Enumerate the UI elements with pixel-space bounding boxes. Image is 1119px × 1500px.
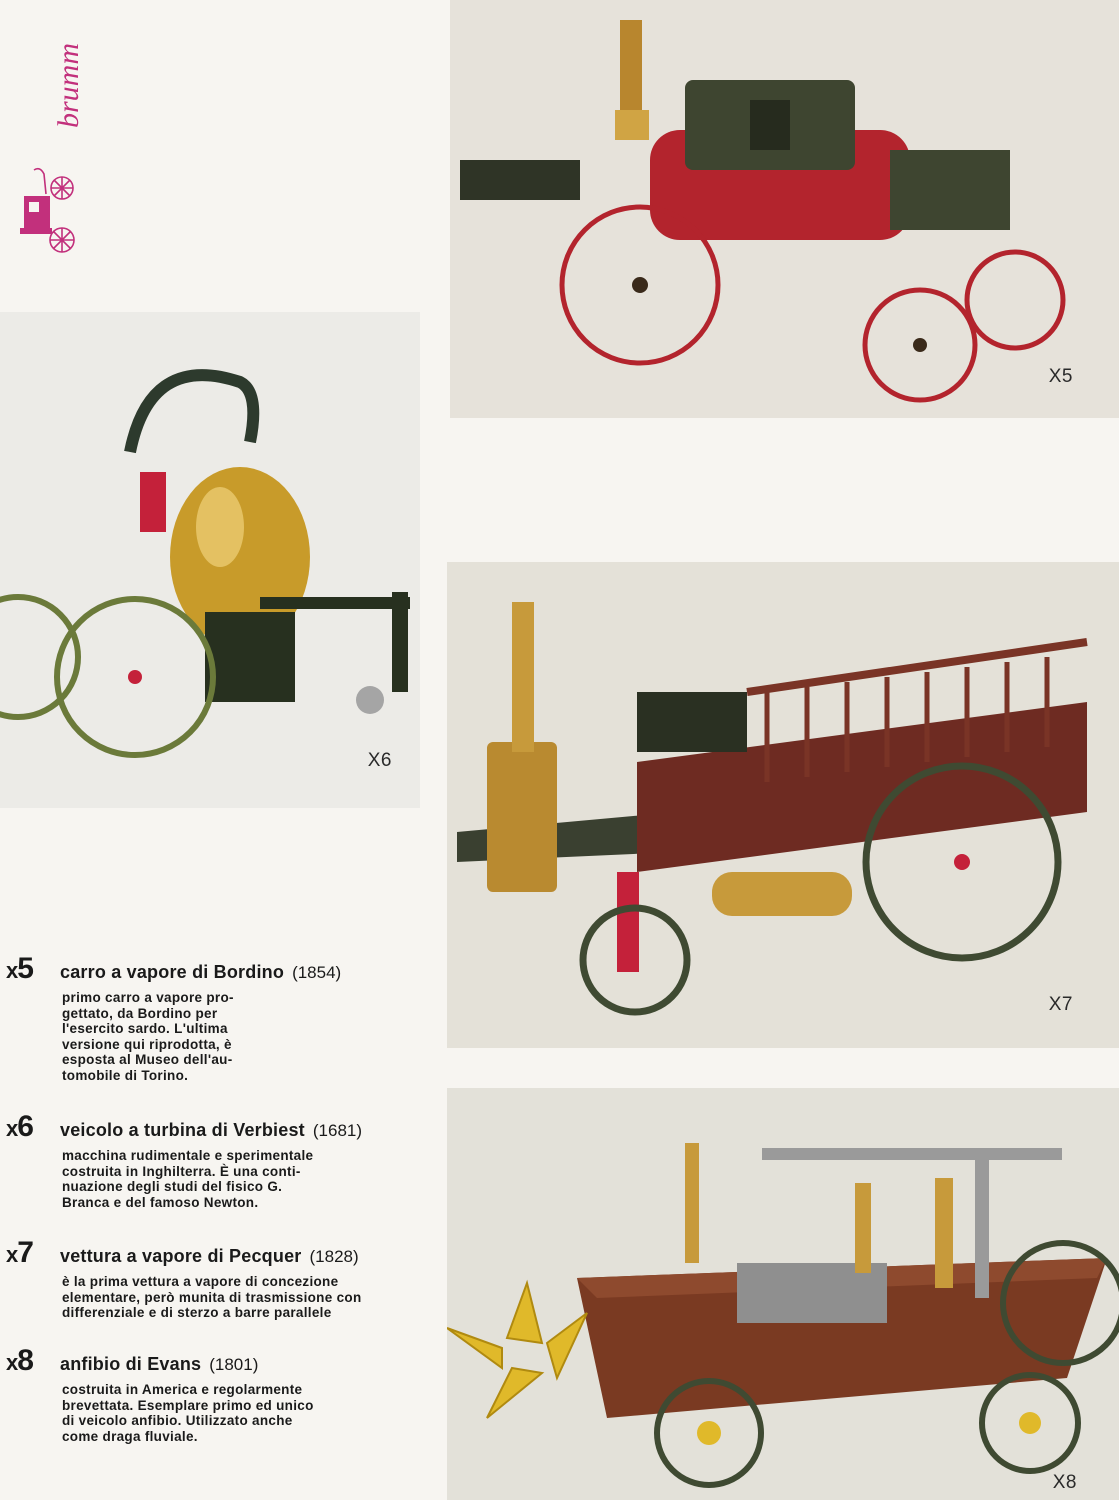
entry-title: veicolo a turbina di Verbiest bbox=[60, 1120, 305, 1140]
entry-title: vettura a vapore di Pecquer bbox=[60, 1246, 302, 1266]
entry-year: (1681) bbox=[312, 1121, 363, 1140]
description-line: costruita in Inghilterra. È una conti- bbox=[62, 1163, 301, 1179]
entry-code bbox=[6, 1344, 60, 1378]
photo-label-x6: X6 bbox=[367, 750, 392, 771]
description-line: come draga fluviale. bbox=[62, 1428, 198, 1444]
entry-code-number: 5 bbox=[17, 952, 33, 985]
photo-x7-pecquer-steam-car bbox=[447, 562, 1119, 1048]
entry-title: anfibio di Evans bbox=[60, 1354, 202, 1374]
description-line: costruita in America e regolarmente bbox=[62, 1382, 303, 1397]
entry-code-prefix: x bbox=[6, 958, 18, 983]
entry-code-prefix: x bbox=[6, 1242, 18, 1267]
description-line: gettato, da Bordino per bbox=[62, 1005, 218, 1021]
entry-code bbox=[6, 1110, 60, 1144]
entry-x7 bbox=[6, 1236, 446, 1321]
description-line: primo carro a vapore pro- bbox=[62, 990, 234, 1005]
entry-code-number: 8 bbox=[17, 1344, 33, 1377]
entry-description bbox=[62, 1382, 446, 1444]
description-line: nuazione degli studi del fisico G. bbox=[62, 1179, 283, 1194]
entry-title: carro a vapore di Bordino bbox=[60, 962, 285, 982]
photo-x8-evans-amphibian bbox=[447, 1088, 1119, 1500]
description-line: elementare, però munita di trasmissione con bbox=[62, 1289, 362, 1305]
entry-description bbox=[62, 1148, 446, 1210]
photo-x6-verbiest-turbine-vehicle bbox=[0, 312, 420, 808]
steam-car-illustration bbox=[447, 562, 1119, 1048]
steam-carriage-illustration bbox=[450, 0, 1119, 418]
entry-description bbox=[62, 990, 446, 1083]
description-line: l'esercito sardo. L'ultima bbox=[62, 1021, 228, 1036]
photo-x5-bordino-steam-carriage bbox=[450, 0, 1119, 418]
description-line: differenziale e di sterzo a barre parallele bbox=[62, 1305, 332, 1320]
carriage-logo-icon bbox=[18, 166, 78, 258]
description-line: di veicolo anfibio. Utilizzato anche bbox=[62, 1413, 293, 1428]
description-line: brevettata. Esemplare primo ed unico bbox=[62, 1397, 314, 1413]
description-line: macchina rudimentale e sperimentale bbox=[62, 1148, 314, 1163]
entry-year: (1828) bbox=[309, 1247, 359, 1266]
description-line: esposta al Museo dell'au- bbox=[62, 1052, 233, 1067]
brand-logo bbox=[16, 36, 85, 260]
entry-code bbox=[6, 952, 60, 986]
photo-label-x5: X5 bbox=[1048, 366, 1073, 387]
entry-x8 bbox=[6, 1344, 446, 1444]
description-line: tomobile di Torino. bbox=[62, 1067, 189, 1083]
entry-code-prefix: x bbox=[6, 1116, 18, 1141]
entry-x5 bbox=[6, 952, 446, 1083]
entry-heading bbox=[6, 1344, 446, 1378]
entry-heading bbox=[6, 952, 446, 986]
entry-heading bbox=[6, 1110, 446, 1144]
photo-label-x7: X7 bbox=[1048, 994, 1073, 1015]
entry-heading bbox=[6, 1236, 446, 1270]
photo-label-x8: X8 bbox=[1052, 1472, 1077, 1493]
brand-wordmark: brumm bbox=[52, 42, 85, 128]
entry-year: (1801) bbox=[209, 1355, 259, 1374]
description-line: Branca e del famoso Newton. bbox=[62, 1194, 259, 1210]
entry-description bbox=[62, 1274, 446, 1321]
amphibian-illustration bbox=[447, 1088, 1119, 1500]
entry-year: (1854) bbox=[292, 963, 342, 982]
description-line: è la prima vettura a vapore di concezione bbox=[62, 1274, 339, 1289]
entry-x6 bbox=[6, 1110, 446, 1210]
entry-code-prefix: x bbox=[6, 1350, 18, 1375]
entry-code bbox=[6, 1236, 60, 1270]
entry-code-number: 7 bbox=[17, 1236, 33, 1269]
entry-code-number: 6 bbox=[17, 1110, 33, 1143]
description-line: versione qui riprodotta, è bbox=[62, 1036, 232, 1052]
turbine-vehicle-illustration bbox=[0, 312, 420, 808]
